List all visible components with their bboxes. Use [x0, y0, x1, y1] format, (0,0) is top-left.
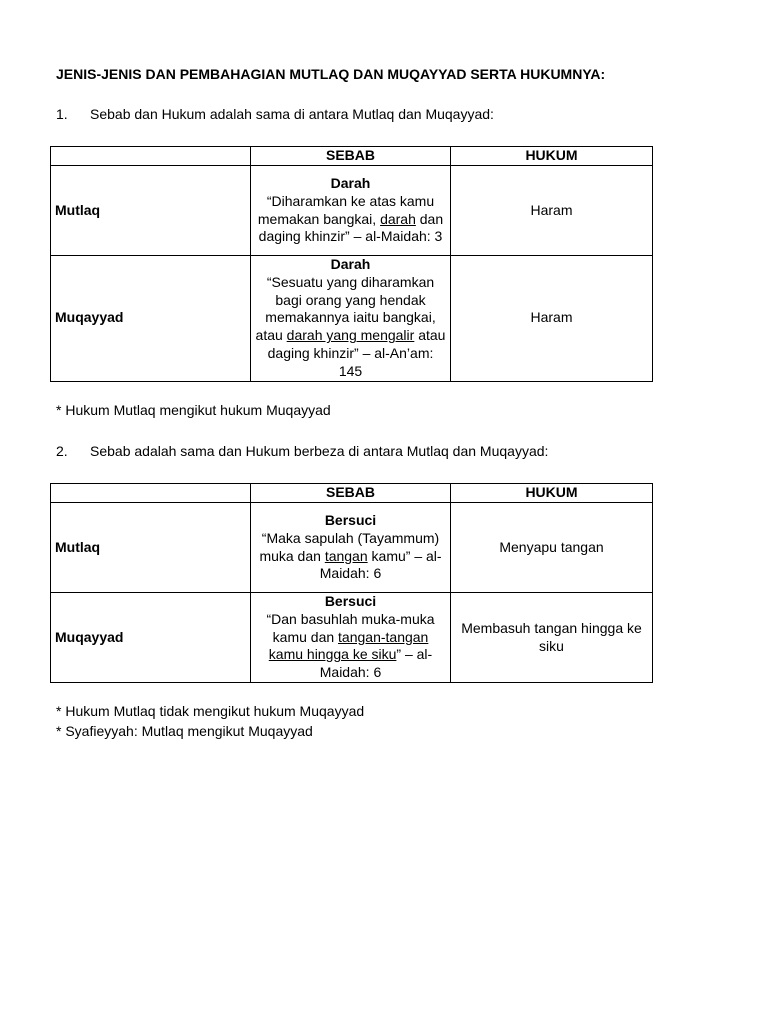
hukum-cell: Membasuh tangan hingga ke siku — [451, 593, 653, 683]
sebab-quote-start: “Maka sapulah (Tayammum) muka dan — [259, 529, 440, 564]
sebab-quote-start: “Diharamkan ke atas kamu memakan bangkai, — [257, 192, 435, 227]
section-1-heading-text: Sebab dan Hukum adalah sama di antara Mutlaq dan Muqayyad: — [90, 106, 494, 122]
hukum-cell: Haram — [451, 166, 653, 256]
section-1-note: * Hukum Mutlaq mengikut hukum Muqayyad — [56, 402, 331, 418]
section-2-table — [50, 483, 653, 683]
section-1-heading — [56, 106, 494, 123]
sebab-title: Bersuci — [324, 593, 377, 609]
table-row — [51, 166, 653, 256]
sebab-quote-underlined: darah yang mengalir — [286, 327, 415, 344]
sebab-quote-end: atau daging khinzir” – al-An’am: 145 — [267, 327, 446, 379]
sebab-title: Darah — [330, 256, 371, 272]
sebab-quote-start: “Sesuatu yang diharamkan bagi orang yang hendak memakannya iaitu bangkai, atau — [255, 273, 436, 344]
section-2-note-2: * Syafieyyah: Mutlaq mengikut Muqayyad — [56, 723, 313, 739]
document-title: JENIS-JENIS DAN PEMBAHAGIAN MUTLAQ DAN MUQAYYAD SERTA HUKUMNYA: — [56, 66, 606, 82]
section-2-number: 2. — [56, 443, 68, 459]
sebab-cell — [251, 166, 451, 256]
header-cell-hukum: HUKUM — [451, 147, 653, 166]
sebab-cell — [251, 256, 451, 382]
table-header-row — [51, 484, 653, 503]
table-row — [51, 593, 653, 683]
header-cell-sebab: SEBAB — [251, 147, 451, 166]
section-2-note-1: * Hukum Mutlaq tidak mengikut hukum Muqayyad — [56, 703, 365, 719]
row-label: Muqayyad — [51, 593, 251, 683]
sebab-cell — [251, 503, 451, 593]
table-row — [51, 503, 653, 593]
row-label: Muqayyad — [51, 256, 251, 382]
row-label: Mutlaq — [51, 166, 251, 256]
header-cell-empty — [51, 484, 251, 503]
hukum-cell: Menyapu tangan — [451, 503, 653, 593]
table-row — [51, 256, 653, 382]
sebab-quote-underlined: tangan — [324, 547, 368, 564]
header-cell-hukum: HUKUM — [451, 484, 653, 503]
sebab-title: Darah — [330, 174, 371, 191]
hukum-cell: Haram — [451, 256, 653, 382]
sebab-quote-end: dan daging khinzir” – al-Maidah: 3 — [258, 210, 444, 245]
section-2-heading — [56, 443, 548, 460]
section-1-number: 1. — [56, 106, 68, 122]
sebab-quote-underlined: tangan-tangan kamu hingga ke siku — [268, 628, 429, 663]
sebab-quote-end: kamu” – al-Maidah: 6 — [319, 547, 442, 582]
sebab-quote-end: ” – al-Maidah: 6 — [319, 646, 433, 681]
sebab-cell — [251, 593, 451, 683]
table-header-row — [51, 147, 653, 166]
header-cell-sebab: SEBAB — [251, 484, 451, 503]
sebab-quote-start: “Dan basuhlah muka-muka kamu dan — [266, 610, 435, 645]
sebab-quote-underlined: darah — [380, 210, 416, 227]
section-1-table — [50, 146, 653, 382]
sebab-title: Bersuci — [324, 511, 377, 528]
section-2-heading-text: Sebab adalah sama dan Hukum berbeza di antara Mutlaq dan Muqayyad: — [90, 443, 549, 459]
header-cell-empty — [51, 147, 251, 166]
row-label: Mutlaq — [51, 503, 251, 593]
